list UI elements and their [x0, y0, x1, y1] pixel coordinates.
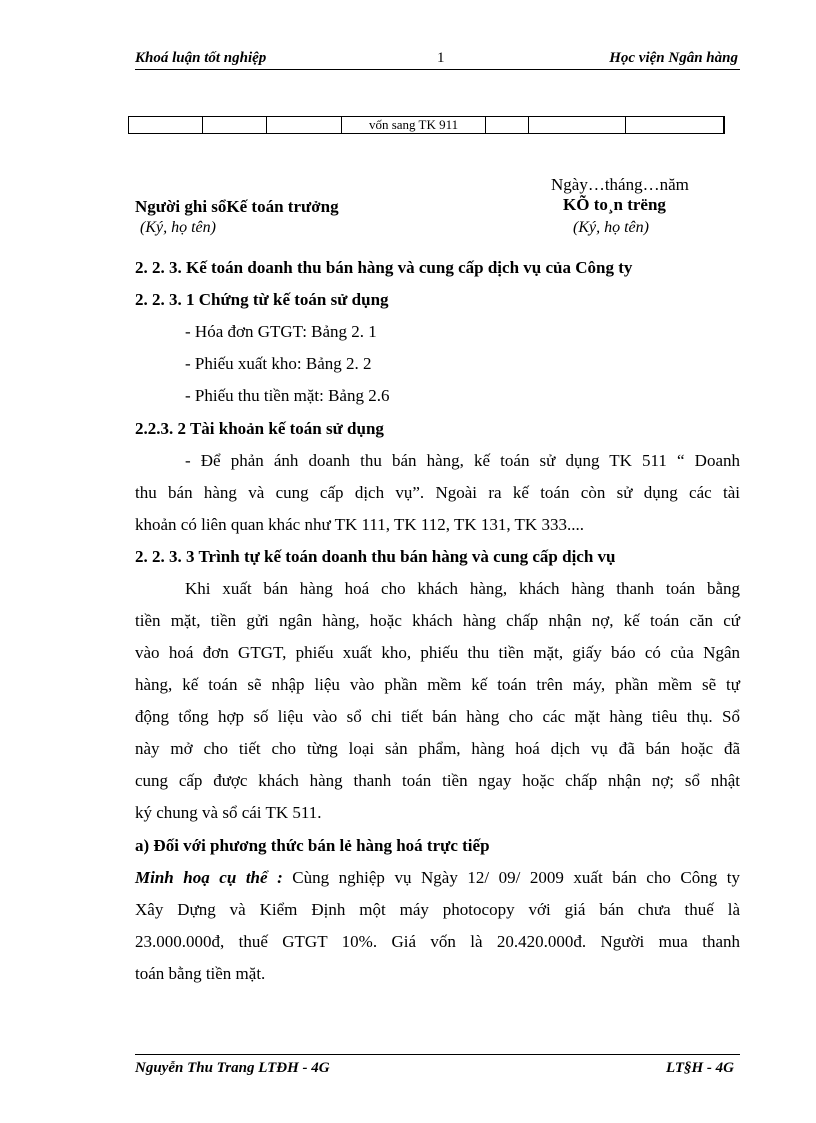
example-line: 23.000.000đ, thuế GTGT 10%. Giá vốn là 20.420.000đ. Người mua thanh: [135, 932, 740, 951]
example-line: Xây Dựng và Kiểm Định một máy photocopy với giá bán chưa thuế là: [135, 900, 740, 919]
heading-procedure: 2. 2. 3. 3 Trình tự kế toán doanh thu bán hàng và cung cấp dịch vụ: [135, 547, 616, 566]
page-number: 1: [437, 50, 445, 66]
table-cell: [528, 117, 625, 134]
heading-accounts: 2.2.3. 2 Tài khoản kế toán sử dụng: [135, 419, 384, 438]
paragraph-line: ký chung và sổ cái TK 511.: [135, 803, 322, 822]
signature-right-title: KÕ to¸n trëng: [563, 195, 666, 214]
signature-right-note: (Ký, họ tên): [573, 219, 649, 236]
table-cell: [486, 117, 529, 134]
table-row: [129, 117, 725, 134]
footer-rule: [135, 1054, 740, 1055]
paragraph-line: vào hoá đơn GTGT, phiếu xuất kho, phiếu thu tiền mặt, giấy báo có của Ngân: [135, 643, 740, 662]
list-item: - Phiếu thu tiền mặt: Bảng 2.6: [185, 386, 390, 405]
header-rule: [135, 69, 740, 70]
paragraph-line: cung cấp được khách hàng thanh toán tiền ngay hoặc chấp nhận nợ; sổ nhật: [135, 771, 740, 790]
table-cell: [202, 117, 267, 134]
heading-section: 2. 2. 3. Kế toán doanh thu bán hàng và cung cấp dịch vụ của Công ty: [135, 258, 633, 277]
paragraph-line: này mở cho tiết cho từng loại sản phẩm, hàng hoá dịch vụ đã bán hoặc đã: [135, 739, 740, 758]
paragraph-line: hàng, kế toán sẽ nhập liệu vào phần mềm kế toán trên máy, phần mềm sẽ tự: [135, 675, 740, 694]
signature-left-note: (Ký, họ tên): [140, 219, 216, 236]
paragraph-line: thu bán hàng và cung cấp dịch vụ”. Ngoài ra kế toán còn sử dụng các tài: [135, 483, 740, 502]
example-line: toán bằng tiền mặt.: [135, 964, 266, 983]
header-left: Khoá luận tốt nghiệp: [135, 50, 267, 66]
header-right: Học viện Ngân hàng: [609, 50, 738, 66]
date-line: Ngày…tháng…năm: [551, 175, 689, 194]
footer-right: LT§H - 4G: [665, 1060, 734, 1076]
example-text: Cùng nghiệp vụ Ngày 12/ 09/ 2009 xuất bán cho Công ty: [282, 868, 740, 887]
paragraph-line: Khi xuất bán hàng hoá cho khách hàng, khách hàng thanh toán bằng: [185, 579, 740, 598]
example-label: Minh hoạ cụ thể :: [135, 868, 283, 887]
table-cell: [724, 117, 725, 134]
paragraph-line: - Để phản ánh doanh thu bán hàng, kế toán sử dụng TK 511 “ Doanh: [185, 451, 740, 470]
table-cell: vốn sang TK 911: [341, 117, 485, 134]
example-line: [135, 868, 740, 888]
paragraph-line: động tổng hợp số liệu vào sổ chi tiết bán hàng cho các mặt hàng tiêu thụ. Sổ: [135, 707, 740, 726]
table-fragment: [128, 116, 725, 134]
table-cell: [626, 117, 724, 134]
table-cell: [267, 117, 342, 134]
list-item: - Hóa đơn GTGT: Bảng 2. 1: [185, 322, 377, 341]
heading-retail: a) Đối với phương thức bán lẻ hàng hoá trực tiếp: [135, 836, 490, 855]
footer-left: Nguyễn Thu Trang LTĐH - 4G: [135, 1060, 330, 1076]
paragraph-line: khoản có liên quan khác như TK 111, TK 112, TK 131, TK 333....: [135, 515, 584, 534]
signature-left-title: Người ghi sổKế toán trưởng: [135, 197, 339, 216]
table-cell: [129, 117, 203, 134]
list-item: - Phiếu xuất kho: Bảng 2. 2: [185, 354, 372, 373]
paragraph-line: tiền mặt, tiền gửi ngân hàng, hoặc khách hàng chấp nhận nợ, kế toán căn cứ: [135, 611, 740, 630]
heading-documents: 2. 2. 3. 1 Chứng từ kế toán sử dụng: [135, 290, 389, 309]
